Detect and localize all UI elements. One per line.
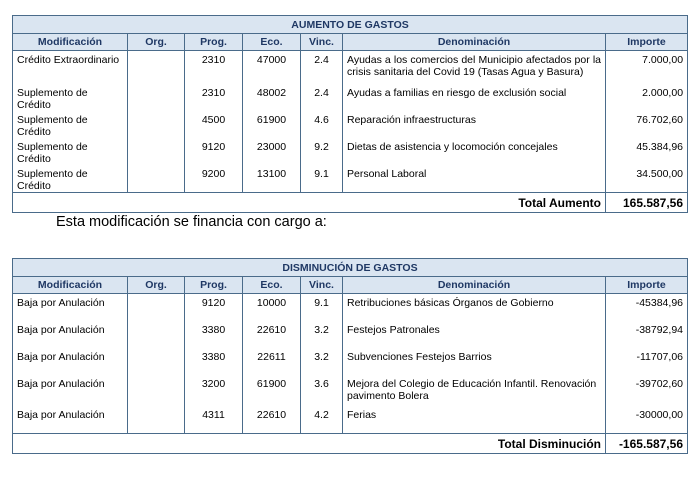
cell-org [128,321,185,348]
cell-denominacion: Mejora del Colegio de Educación Infantil. Renovación pavimento Bolera [343,375,606,406]
cell-denominacion: Ayudas a familias en riesgo de exclusión social [343,84,606,111]
header-prog: Prog. [185,277,243,294]
table-row [13,111,688,138]
cell-eco: 48002 [243,84,301,111]
header-vinc: Vinc. [301,277,343,294]
header-org: Org. [128,277,185,294]
cell-modificacion: Baja por Anulación [13,321,128,348]
cell-modificacion: Suplemento de Crédito [13,84,128,111]
table-row [13,375,688,406]
cell-prog: 9200 [185,165,243,193]
disminucion-table [12,258,688,454]
table-row [13,51,688,85]
table-row [13,84,688,111]
cell-eco: 47000 [243,51,301,85]
cell-eco: 10000 [243,294,301,322]
cell-eco: 22610 [243,406,301,434]
table-row [13,138,688,165]
table-row [13,294,688,322]
cell-prog: 3200 [185,375,243,406]
cell-importe: 34.500,00 [606,165,688,193]
cell-vinc: 3.2 [301,321,343,348]
aumento-title: AUMENTO DE GASTOS [13,16,688,34]
table-row [13,165,688,193]
cell-org [128,111,185,138]
cell-prog: 2310 [185,84,243,111]
cell-modificacion: Baja por Anulación [13,406,128,434]
header-denominacion: Denominación [343,277,606,294]
cell-vinc: 2.4 [301,51,343,85]
cell-denominacion: Retribuciones básicas Órganos de Gobierno [343,294,606,322]
cell-prog: 3380 [185,321,243,348]
cell-prog: 9120 [185,138,243,165]
cell-org [128,375,185,406]
total-disminucion-value: -165.587,56 [606,434,688,454]
cell-denominacion: Personal Laboral [343,165,606,193]
cell-eco: 22610 [243,321,301,348]
cell-importe: -39702,60 [606,375,688,406]
total-aumento-label: Total Aumento [13,193,606,213]
cell-eco: 61900 [243,375,301,406]
header-vinc: Vinc. [301,34,343,51]
cell-modificacion: Suplemento de Crédito [13,111,128,138]
cell-org [128,406,185,434]
cell-modificacion: Crédito Extraordinario [13,51,128,85]
header-org: Org. [128,34,185,51]
header-eco: Eco. [243,277,301,294]
cell-importe: 7.000,00 [606,51,688,85]
cell-denominacion: Subvenciones Festejos Barrios [343,348,606,375]
aumento-table [12,15,688,213]
cell-denominacion: Ferias [343,406,606,434]
cell-org [128,165,185,193]
cell-importe: -45384,96 [606,294,688,322]
cell-importe: -38792,94 [606,321,688,348]
cell-denominacion: Reparación infraestructuras [343,111,606,138]
header-prog: Prog. [185,34,243,51]
cell-prog: 2310 [185,51,243,85]
header-modificacion: Modificación [13,277,128,294]
cell-vinc: 9.1 [301,294,343,322]
header-eco: Eco. [243,34,301,51]
aumento-header-row [13,34,688,51]
cell-modificacion: Baja por Anulación [13,294,128,322]
total-row [13,193,688,213]
cell-vinc: 2.4 [301,84,343,111]
cell-org [128,348,185,375]
cell-importe: 45.384,96 [606,138,688,165]
header-importe: Importe [606,34,688,51]
cell-vinc: 4.2 [301,406,343,434]
cell-importe: -30000,00 [606,406,688,434]
cell-vinc: 9.2 [301,138,343,165]
cell-org [128,294,185,322]
disminucion-header-row [13,277,688,294]
table-row [13,406,688,434]
header-importe: Importe [606,277,688,294]
cell-importe: -11707,06 [606,348,688,375]
total-aumento-value: 165.587,56 [606,193,688,213]
header-denominacion: Denominación [343,34,606,51]
cell-denominacion: Dietas de asistencia y locomoción concejales [343,138,606,165]
total-row [13,434,688,454]
cell-importe: 76.702,60 [606,111,688,138]
cell-vinc: 4.6 [301,111,343,138]
cell-prog: 9120 [185,294,243,322]
cell-org [128,138,185,165]
cell-vinc: 3.6 [301,375,343,406]
disminucion-title: DISMINUCIÓN DE GASTOS [13,259,688,277]
cell-vinc: 9.1 [301,165,343,193]
cell-importe: 2.000,00 [606,84,688,111]
cell-org [128,84,185,111]
table-row [13,321,688,348]
cell-eco: 13100 [243,165,301,193]
cell-vinc: 3.2 [301,348,343,375]
cell-modificacion: Suplemento de Crédito [13,138,128,165]
cell-denominacion: Festejos Patronales [343,321,606,348]
financing-sentence: Esta modificación se financia con cargo a: [56,214,327,230]
cell-denominacion: Ayudas a los comercios del Municipio afectados por la crisis sanitaria del Covid 19 (Tasas Agua y Basura) [343,51,606,85]
header-modificacion: Modificación [13,34,128,51]
cell-org [128,51,185,85]
cell-eco: 22611 [243,348,301,375]
cell-modificacion: Baja por Anulación [13,375,128,406]
cell-prog: 4311 [185,406,243,434]
table-row [13,348,688,375]
cell-modificacion: Suplemento de Crédito [13,165,128,193]
cell-eco: 61900 [243,111,301,138]
cell-eco: 23000 [243,138,301,165]
cell-modificacion: Baja por Anulación [13,348,128,375]
total-disminucion-label: Total Disminución [13,434,606,454]
cell-prog: 4500 [185,111,243,138]
cell-prog: 3380 [185,348,243,375]
